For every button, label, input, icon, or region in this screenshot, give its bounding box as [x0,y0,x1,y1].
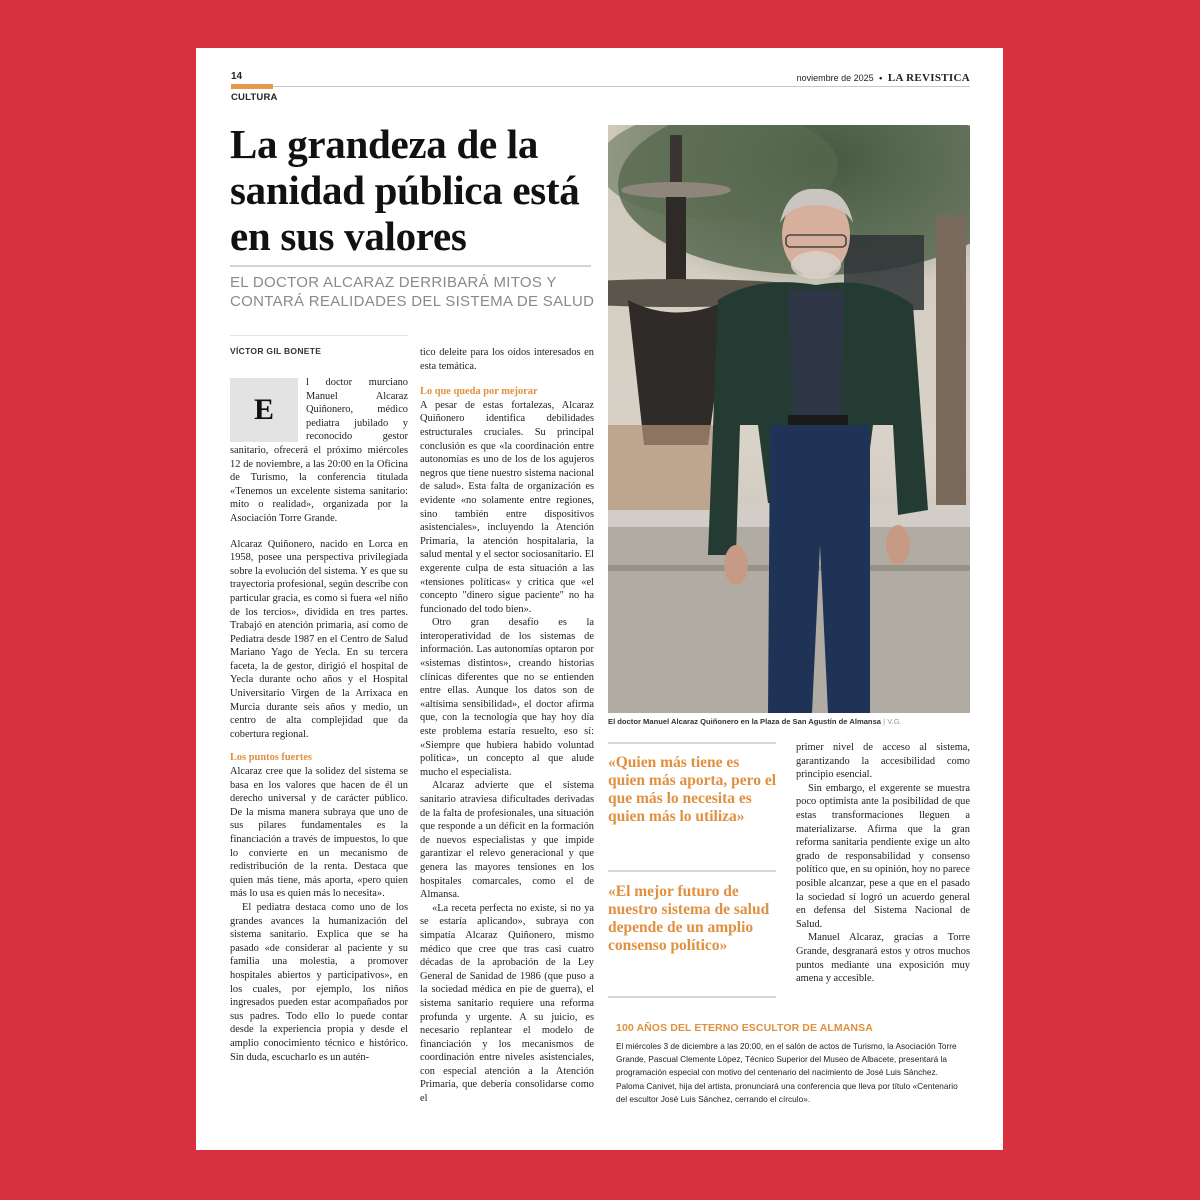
article-headline: La grandeza de la sanidad pública está en sus valores [230,121,580,259]
article-subheadline: EL DOCTOR ALCARAZ DERRIBARÁ MITOS Y CONTARÁ REALIDADES DEL SISTEMA DE SALUD [230,274,595,310]
paragraph: A pesar de estas fortalezas, Alcaraz Quiñonero identifica debilidades estructurales cruciales. Su principal conclusión es que «la coordinación entre autonomías es uno de los de los agujeros negros que tiene nuestro sistema nacional de salud». Esta falta de organización es evidente «no solamente entre regiones, sino también entre dispositivos asistenciales», incluyendo la Atención Primaria, la atención hospitalaria, la salud mental y el sector sociosanitario. El exgerente culpa de esta situación a las «tensiones políticas« y critica que «el concepto "dinero sigue paciente" no ha funcionado del todo bien». [420,399,594,615]
paragraph: l doctor murciano Manuel Alcaraz Quiñonero, médico pediatra jubilado y reconocido gestor sanitario, ofrecerá el próximo miércoles 12 de noviembre, a las 20:00 en la Oficina de Turismo, la conferencia titulada «Tenemos un excelente sistema sanitario: mito o realidad», organizada por la Asociación Torre Grande. [230,377,408,524]
paragraph: El pediatra destaca como uno de los grandes avances la humanización del sistema sanitario. Explica que se ha pasado «de considerar al paciente y su familia una molestia, a promover hospitales abiertos y participativos», en los cuales, por ejemplo, los niños ingresados pueden estar acompañados por sus padres. Todo ello lo puede contar desde la experiencia propia y desde el amplio conocimiento técnico e histórico. Sin duda, escucharlo es un autén- [230,901,408,1063]
photo-credit: V.G. [887,717,902,726]
article-photo [608,125,970,713]
pull-quote-1: «Quien más tiene es quien más aporta, pero el que más lo necesita es quien más lo utiliza» [608,754,777,825]
caption-separator: | [883,717,886,726]
sidebar-box-text: El miércoles 3 de diciembre a las 20:00, en el salón de actos de Turismo, la Asociación Torre Grande, Pascual Clemente López, Técnico Superior del Museo de Albacete, presentará la programación especial con motivo del centenario del nacimiento de José Luis Sánchez. Paloma Canivet, hija del artista, pronunciará una conferencia que lleva por título «Centenario del escultor José Luis Sánchez, cerrando el círculo». [616,1041,958,1104]
subsection-heading: Los puntos fuertes [230,752,312,764]
magazine-page [196,48,1003,1150]
article-column-1 [230,376,408,1064]
sidebar-box-title: 100 AÑOS DEL ETERNO ESCULTOR DE ALMANSA [616,1022,873,1034]
pull-quote-rule [608,742,776,744]
pull-quote-2: «El mejor futuro de nuestro sistema de salud depende de un amplio consenso político» [608,883,770,954]
pull-quote-rule [608,996,776,998]
paragraph: Alcaraz cree que la solidez del sistema se basa en los valores que hacen de él un derecho universal y de carácter público. De la misma manera subraya que uno de sus pilares fundamentales es la financiación a través de impuestos, lo que lo convierte en un mecanismo de redistribución de la renta. Destaca que quien más tiene, más aporta, «pero quien más lo usa es quien más lo necesita». [230,766,408,900]
portrait-photo-illustration [608,125,970,713]
issue-date: noviembre de 2025 [796,73,874,83]
publication-name: LA REVISTICA [887,72,970,84]
article-column-4 [796,741,970,986]
pull-quote-rule [608,870,776,872]
paragraph: Sin embargo, el exgerente se muestra poco optimista ante la posibilidad de que estas transformaciones lleguen a materializarse. Afirma que la gran reforma sanitaria pendiente exige un alto grado de responsabilidad y consenso político que, en su opinión, hoy no parece posible alcanzar, pese a que en el pasado la sociedad sí logró un acuerdo general en defensa del Sistema Nacional de Salud. [796,782,971,930]
caption-text: El doctor Manuel Alcaraz Quiñonero en la Plaza de San Agustín de Almansa [608,717,882,726]
article-column-2 [420,346,594,1106]
paragraph: primer nivel de acceso al sistema, garantizando la accesibilidad como principio esencial. [796,742,970,781]
page-number: 14 [231,71,243,82]
section-accent-bar [231,84,273,89]
subsection-heading: Lo que queda por mejorar [420,386,538,398]
drop-cap: E [230,378,298,442]
byline-rule [230,335,408,336]
paragraph: «La receta perfecta no existe, si no ya se estaría aplicando», subraya con simpatía Alcaraz Quiñonero, mismo médico que cree que tras casi cuatro décadas de la aprobación de la Ley General de Sanidad de 1986 (que puso a la sociedad médica en pie de guerra), el sistema sanitario requiere una reforma profunda y urgente. A su juicio, es necesario replantear el modelo de financiación y los mecanismos de coordinación entre niveles asistenciales, con especial atención a la Atención Primaria, que debería consolidarse como el [420,902,594,1105]
paragraph: Alcaraz advierte que el sistema sanitario atraviesa dificultades derivadas de la falta de profesionales, una situación que responde a un déficit en la formación de nuevos especialistas y que impide garantizar el relevo generacional y que genera las mayores tensiones en los hospitales comarcales, como el de Almansa. [420,780,594,901]
section-label: CULTURA [231,92,278,103]
issue-info [797,72,970,84]
paragraph: Otro gran desafío es la interoperatividad de los sistemas de información. Las autonomías optaron por «sistemas distintos», creando historias clínicas diferentes que no se entienden entre ellas. Aunque los datos son de «altísima sensibilidad», el doctor afirma que, con la tecnología que hay hoy día este problema estaría resuelto, eso sí: «Siempre que hubiera habido voluntad política», un concepto al que alude mucho el especialista. [420,617,594,778]
paragraph: tico deleite para los oídos interesados en esta temática. [420,347,594,372]
author-byline: VÍCTOR GIL BONETE [230,346,322,356]
headline-rule [230,265,591,267]
photo-caption [608,717,902,726]
separator-dot: • [879,73,883,83]
paragraph: Manuel Alcaraz, gracias a Torre Grande, desgranará estos y otros muchos puntos mediante una exposición muy amena y accesible. [796,932,970,985]
paragraph: Alcaraz Quiñonero, nacido en Lorca en 1958, posee una perspectiva privilegiada sobre la evolución del sistema. Y es que su trayectoria profesional, según describe con particular gracia, es como si fuera «el niño de los tercios», dividida en tres partes. Trabajó en atención primaria, así como de Pediatra desde 1987 en el Centro de Salud Mariano Yago de Yecla. En su tercera faceta, la de gestor, dirigió el hospital de Yecla durante ocho años y el Hospital Universitario Virgen de la Arrixaca en Murcia durante seis años y medio, un centro de alta complejidad que da cobertura regional. [230,538,409,740]
header-rule [273,86,970,87]
